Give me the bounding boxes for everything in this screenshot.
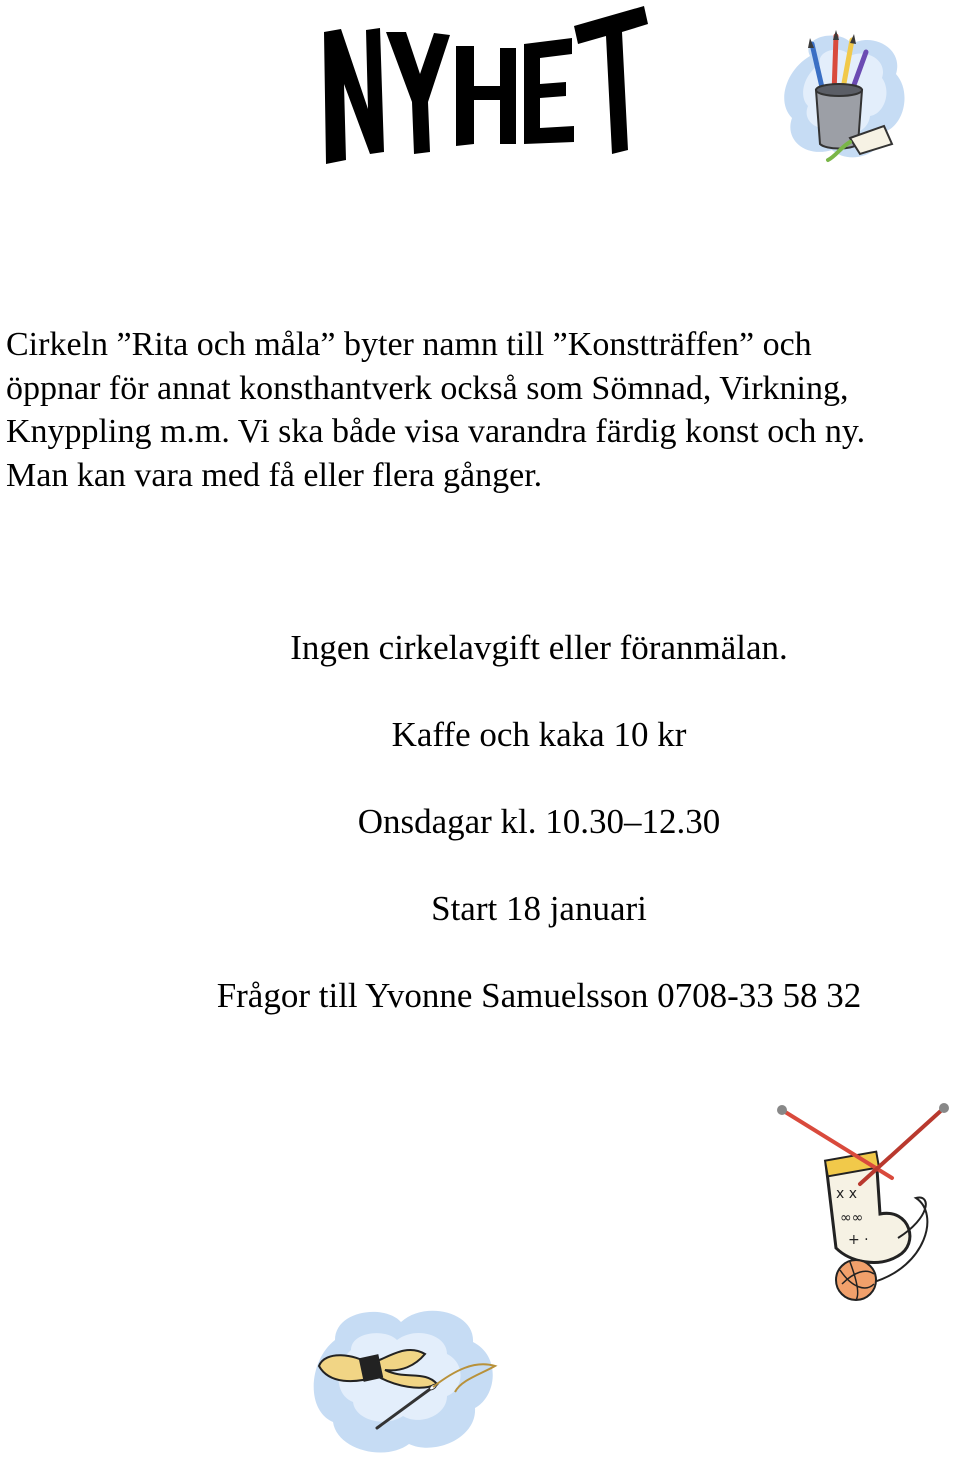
knitting-needle bbox=[860, 1108, 944, 1184]
stitch-pattern: + · bbox=[848, 1232, 869, 1248]
intro-line: öppnar för annat konsthantverk också som Sömnad, Virkning, bbox=[6, 369, 849, 407]
cup-rim bbox=[816, 84, 862, 96]
headline-nyhet bbox=[310, 2, 660, 172]
intro-line: Cirkeln ”Rita och måla” byter namn till ”Konstträffen” och bbox=[6, 326, 812, 363]
needle-knob bbox=[939, 1103, 949, 1113]
intro-line: Man kan vara med få eller flera gånger. bbox=[6, 456, 543, 494]
needle-knob bbox=[777, 1105, 787, 1115]
coffee-line: Kaffe och kaka 10 kr bbox=[391, 715, 687, 754]
intro-line: Knyppling m.m. Vi ska både visa varandra färdig konst och ny. bbox=[6, 413, 866, 450]
intro-paragraph bbox=[6, 323, 958, 497]
stitch-pattern: x x bbox=[836, 1186, 858, 1202]
headline-letter-t bbox=[574, 6, 648, 154]
headline-letter-h bbox=[456, 46, 516, 146]
stitch-pattern: ∞∞ bbox=[840, 1210, 864, 1226]
start-line: Start 18 januari bbox=[431, 889, 647, 928]
needle-and-thread-icon bbox=[305, 1300, 505, 1460]
headline-letter-e bbox=[524, 38, 574, 144]
headline-letter-y bbox=[386, 32, 450, 154]
contact-line: Frågor till Yvonne Samuelsson 0708-33 58 32 bbox=[216, 976, 862, 1015]
fee-line: Ingen cirkelavgift eller föranmälan. bbox=[290, 628, 788, 667]
time-line: Onsdagar kl. 10.30–12.30 bbox=[357, 802, 721, 841]
knitting-icon bbox=[770, 1098, 960, 1308]
headline-letter-n bbox=[324, 28, 384, 164]
paint-brushes-cup-icon bbox=[780, 26, 910, 170]
